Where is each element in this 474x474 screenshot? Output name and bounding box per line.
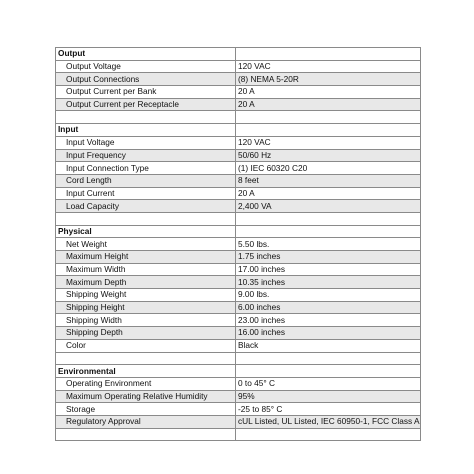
spacer-cell — [236, 212, 421, 225]
spec-value: 5.50 lbs. — [236, 238, 421, 251]
spec-label: Input Frequency — [56, 149, 236, 162]
spec-label: Shipping Weight — [56, 289, 236, 302]
spec-row — [56, 377, 421, 390]
spec-table-body — [56, 48, 421, 441]
spec-value: 20 A — [236, 98, 421, 111]
spec-label: Maximum Width — [56, 263, 236, 276]
spec-label: Regulatory Approval — [56, 415, 236, 428]
section-spacer-row — [56, 352, 421, 365]
spec-label: Shipping Depth — [56, 327, 236, 340]
spec-row — [56, 301, 421, 314]
spec-value: 120 VAC — [236, 136, 421, 149]
spec-row — [56, 136, 421, 149]
spec-row — [56, 162, 421, 175]
spec-label: Shipping Height — [56, 301, 236, 314]
spec-label: Maximum Height — [56, 251, 236, 264]
spec-row — [56, 60, 421, 73]
section-spacer-row — [56, 111, 421, 124]
spec-value: 16.00 inches — [236, 327, 421, 340]
section-header-empty-cell — [236, 225, 421, 238]
spec-row — [56, 149, 421, 162]
section-title: Physical — [56, 225, 236, 238]
spec-row — [56, 314, 421, 327]
spec-label: Input Connection Type — [56, 162, 236, 175]
spec-value: (8) NEMA 5-20R — [236, 73, 421, 86]
spec-label: Maximum Operating Relative Humidity — [56, 390, 236, 403]
spec-label: Input Current — [56, 187, 236, 200]
section-header-empty-cell — [236, 124, 421, 137]
spacer-cell — [56, 352, 236, 365]
spec-row — [56, 390, 421, 403]
spec-row — [56, 174, 421, 187]
spec-value: 1.75 inches — [236, 251, 421, 264]
spec-value: Black — [236, 339, 421, 352]
spec-label: Output Voltage — [56, 60, 236, 73]
spec-value: 10.35 inches — [236, 276, 421, 289]
spec-value: -25 to 85° C — [236, 403, 421, 416]
spec-row — [56, 327, 421, 340]
section-title: Output — [56, 48, 236, 61]
section-header-output — [56, 48, 421, 61]
spec-value: (1) IEC 60320 C20 — [236, 162, 421, 175]
spec-row — [56, 276, 421, 289]
spec-label: Input Voltage — [56, 136, 236, 149]
spec-value: 6.00 inches — [236, 301, 421, 314]
spacer-cell — [56, 111, 236, 124]
spec-label: Operating Environment — [56, 377, 236, 390]
spec-row — [56, 86, 421, 99]
spec-label: Output Current per Bank — [56, 86, 236, 99]
section-header-environmental — [56, 365, 421, 378]
spec-value: 20 A — [236, 187, 421, 200]
spec-value: 95% — [236, 390, 421, 403]
spec-row — [56, 339, 421, 352]
spec-row — [56, 200, 421, 213]
spec-row — [56, 415, 421, 428]
spec-value: 50/60 Hz — [236, 149, 421, 162]
spec-row — [56, 403, 421, 416]
section-header-empty-cell — [236, 365, 421, 378]
spacer-cell — [56, 428, 236, 441]
section-spacer-row — [56, 212, 421, 225]
spec-row — [56, 238, 421, 251]
spec-value: 23.00 inches — [236, 314, 421, 327]
spec-table — [55, 47, 421, 441]
spacer-cell — [236, 352, 421, 365]
spacer-cell — [236, 111, 421, 124]
spec-label: Maximum Depth — [56, 276, 236, 289]
spec-row — [56, 73, 421, 86]
spec-value: 9.00 lbs. — [236, 289, 421, 302]
spec-label: Output Current per Receptacle — [56, 98, 236, 111]
spec-row — [56, 187, 421, 200]
spec-row — [56, 263, 421, 276]
section-title: Environmental — [56, 365, 236, 378]
spacer-cell — [56, 212, 236, 225]
spec-label: Shipping Width — [56, 314, 236, 327]
spec-value: cUL Listed, UL Listed, IEC 60950-1, FCC Class A — [236, 415, 421, 428]
spec-label: Net Weight — [56, 238, 236, 251]
spec-label: Color — [56, 339, 236, 352]
section-header-physical — [56, 225, 421, 238]
spec-label: Cord Length — [56, 174, 236, 187]
spec-row — [56, 289, 421, 302]
spec-label: Load Capacity — [56, 200, 236, 213]
spec-label: Output Connections — [56, 73, 236, 86]
spec-row — [56, 251, 421, 264]
spec-value: 120 VAC — [236, 60, 421, 73]
spacer-cell — [236, 428, 421, 441]
spec-value: 8 feet — [236, 174, 421, 187]
spec-value: 20 A — [236, 86, 421, 99]
section-header-input — [56, 124, 421, 137]
spec-value: 2,400 VA — [236, 200, 421, 213]
section-spacer-row — [56, 428, 421, 441]
spec-value: 0 to 45° C — [236, 377, 421, 390]
section-header-empty-cell — [236, 48, 421, 61]
spec-label: Storage — [56, 403, 236, 416]
section-title: Input — [56, 124, 236, 137]
spec-row — [56, 98, 421, 111]
spec-value: 17.00 inches — [236, 263, 421, 276]
